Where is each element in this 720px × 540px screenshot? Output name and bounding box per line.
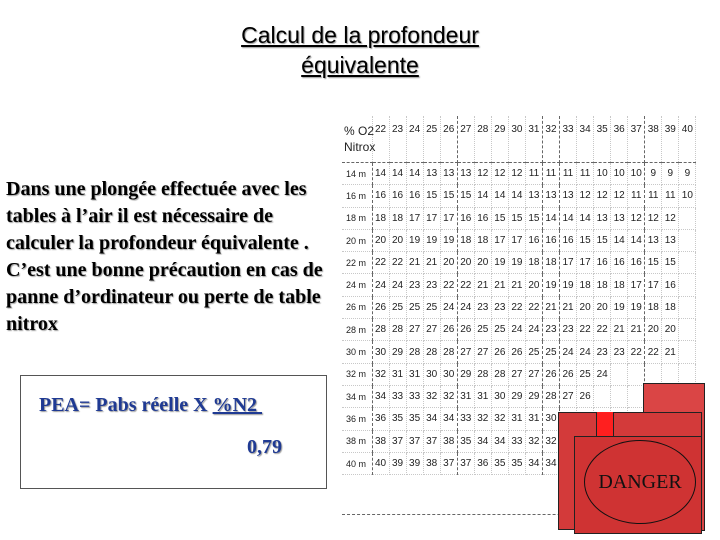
- o2-percent-header: 30: [508, 116, 525, 163]
- equivalent-depth-cell: 26: [440, 319, 457, 341]
- equivalent-depth-cell: 35: [491, 452, 508, 474]
- table-row: [342, 274, 696, 296]
- equivalent-depth-cell: 14: [474, 185, 491, 207]
- o2-percent-header: 34: [577, 116, 594, 163]
- o2-percent-header: 29: [491, 116, 508, 163]
- equivalent-depth-cell: 19: [406, 229, 423, 251]
- equivalent-depth-cell: 25: [423, 296, 440, 318]
- equivalent-depth-cell: 14: [372, 163, 389, 185]
- depth-label: 38 m: [342, 430, 372, 452]
- equivalent-depth-cell: 20: [525, 274, 542, 296]
- equivalent-depth-cell: 10: [611, 163, 628, 185]
- equivalent-depth-cell: 9: [662, 163, 679, 185]
- equivalent-depth-cell: 26: [372, 296, 389, 318]
- slide-title: [150, 20, 570, 80]
- equivalent-depth-cell: 30: [372, 341, 389, 363]
- equivalent-depth-cell: 12: [645, 207, 662, 229]
- equivalent-depth-cell: 34: [491, 430, 508, 452]
- equivalent-depth-cell: 32: [542, 430, 559, 452]
- equivalent-depth-cell: 26: [491, 341, 508, 363]
- equivalent-depth-cell: 17: [440, 207, 457, 229]
- equivalent-depth-cell: 38: [440, 430, 457, 452]
- equivalent-depth-cell: 14: [389, 163, 406, 185]
- equivalent-depth-cell: 39: [406, 452, 423, 474]
- equivalent-depth-cell: 25: [577, 363, 594, 385]
- equivalent-depth-cell: 19: [628, 296, 645, 318]
- equivalent-depth-cell: 31: [406, 363, 423, 385]
- equivalent-depth-cell: 38: [372, 430, 389, 452]
- equivalent-depth-cell: 35: [508, 452, 525, 474]
- equivalent-depth-cell: 13: [542, 185, 559, 207]
- equivalent-depth-cell: 31: [525, 408, 542, 430]
- table-corner-label: [342, 116, 376, 163]
- equivalent-depth-cell: 26: [542, 363, 559, 385]
- o2-percent-header: 22: [372, 116, 389, 163]
- table-header-row: [342, 116, 696, 163]
- equivalent-depth-cell: 12: [611, 185, 628, 207]
- equivalent-depth-cell: 16: [611, 252, 628, 274]
- equivalent-depth-cell: 23: [474, 296, 491, 318]
- equivalent-depth-cell: 16: [372, 185, 389, 207]
- equivalent-depth-cell: 12: [508, 163, 525, 185]
- equivalent-depth-cell: 13: [423, 163, 440, 185]
- depth-label: 16 m: [342, 185, 372, 207]
- equivalent-depth-cell: 11: [560, 163, 577, 185]
- formula-prefix: PEA= Pabs réelle X: [39, 394, 213, 416]
- equivalent-depth-cell: 18: [611, 274, 628, 296]
- equivalent-depth-cell: 14: [560, 207, 577, 229]
- equivalent-depth-cell: 21: [508, 274, 525, 296]
- equivalent-depth-cell: 18: [645, 296, 662, 318]
- equivalent-depth-cell: 28: [423, 341, 440, 363]
- equivalent-depth-cell: 38: [423, 452, 440, 474]
- equivalent-depth-cell: 17: [560, 252, 577, 274]
- equivalent-depth-cell: 25: [474, 319, 491, 341]
- equivalent-depth-cell: 14: [491, 185, 508, 207]
- corner-nitrox-label: Nitrox: [344, 140, 376, 154]
- equivalent-depth-cell: 9: [679, 163, 696, 185]
- equivalent-depth-cell: 28: [389, 319, 406, 341]
- equivalent-depth-cell: 21: [423, 252, 440, 274]
- equivalent-depth-cell: 20: [474, 252, 491, 274]
- equivalent-depth-cell: 11: [577, 163, 594, 185]
- equivalent-depth-cell: 21: [474, 274, 491, 296]
- table-row: [342, 296, 696, 318]
- equivalent-depth-cell: 23: [611, 341, 628, 363]
- equivalent-depth-cell: 25: [491, 319, 508, 341]
- equivalent-depth-cell: 27: [423, 319, 440, 341]
- equivalent-depth-cell: 24: [594, 363, 611, 385]
- equivalent-depth-cell: 30: [440, 363, 457, 385]
- equivalent-depth-cell: 29: [508, 385, 525, 407]
- table-row: [342, 229, 696, 251]
- equivalent-depth-cell: 33: [389, 385, 406, 407]
- equivalent-depth-cell: 22: [389, 252, 406, 274]
- equivalent-depth-cell: 36: [474, 452, 491, 474]
- equivalent-depth-cell: 34: [372, 385, 389, 407]
- equivalent-depth-cell: 15: [508, 207, 525, 229]
- formula-numerator: %N2: [212, 394, 263, 416]
- equivalent-depth-cell: 12: [491, 163, 508, 185]
- equivalent-depth-cell: 13: [525, 185, 542, 207]
- equivalent-depth-cell: 37: [423, 430, 440, 452]
- equivalent-depth-cell: 33: [406, 385, 423, 407]
- equivalent-depth-cell: 22: [645, 341, 662, 363]
- equivalent-depth-cell: 36: [372, 408, 389, 430]
- table-row: [342, 319, 696, 341]
- o2-percent-header: 27: [457, 116, 474, 163]
- o2-percent-header: 37: [628, 116, 645, 163]
- equivalent-depth-cell: 20: [577, 296, 594, 318]
- equivalent-depth-cell: 15: [577, 229, 594, 251]
- table-row: [342, 341, 696, 363]
- equivalent-depth-cell: 24: [560, 341, 577, 363]
- equivalent-depth-cell: 29: [457, 363, 474, 385]
- equivalent-depth-cell: 22: [577, 319, 594, 341]
- equivalent-depth-cell: 19: [611, 296, 628, 318]
- equivalent-depth-cell: 18: [372, 207, 389, 229]
- equivalent-depth-cell: 22: [594, 319, 611, 341]
- depth-label: 34 m: [342, 385, 372, 407]
- equivalent-depth-cell: 24: [372, 274, 389, 296]
- equivalent-depth-cell: 18: [457, 229, 474, 251]
- equivalent-depth-cell: 15: [645, 252, 662, 274]
- equivalent-depth-cell: 11: [645, 185, 662, 207]
- depth-label: 26 m: [342, 296, 372, 318]
- equivalent-depth-cell: [611, 385, 628, 407]
- equivalent-depth-cell: 22: [508, 296, 525, 318]
- equivalent-depth-cell: 12: [474, 163, 491, 185]
- equivalent-depth-cell: 15: [423, 185, 440, 207]
- equivalent-depth-cell: 23: [491, 296, 508, 318]
- equivalent-depth-cell: 17: [645, 274, 662, 296]
- equivalent-depth-cell: 21: [491, 274, 508, 296]
- equivalent-depth-cell: [679, 341, 696, 363]
- equivalent-depth-cell: 30: [542, 408, 559, 430]
- equivalent-depth-cell: [679, 274, 696, 296]
- equivalent-depth-cell: 40: [372, 452, 389, 474]
- equivalent-depth-cell: 26: [560, 363, 577, 385]
- o2-percent-header: 32: [542, 116, 559, 163]
- equivalent-depth-cell: 31: [389, 363, 406, 385]
- equivalent-depth-cell: 16: [542, 229, 559, 251]
- equivalent-depth-cell: 22: [440, 274, 457, 296]
- o2-percent-header: 24: [406, 116, 423, 163]
- equivalent-depth-cell: 24: [525, 319, 542, 341]
- equivalent-depth-cell: 20: [372, 229, 389, 251]
- equivalent-depth-cell: 17: [508, 229, 525, 251]
- depth-label: 14 m: [342, 163, 372, 185]
- equivalent-depth-cell: 19: [423, 229, 440, 251]
- table-row: [342, 163, 696, 185]
- equivalent-depth-cell: 12: [594, 185, 611, 207]
- o2-percent-header: 39: [662, 116, 679, 163]
- equivalent-depth-cell: 13: [457, 163, 474, 185]
- equivalent-depth-cell: 34: [542, 452, 559, 474]
- equivalent-depth-cell: 34: [525, 452, 542, 474]
- depth-label: 20 m: [342, 229, 372, 251]
- equivalent-depth-cell: 13: [560, 185, 577, 207]
- equivalent-depth-cell: 28: [542, 385, 559, 407]
- equivalent-depth-cell: 23: [406, 274, 423, 296]
- equivalent-depth-cell: 32: [423, 385, 440, 407]
- equivalent-depth-cell: 30: [491, 385, 508, 407]
- depth-label: 22 m: [342, 252, 372, 274]
- equivalent-depth-cell: 16: [662, 274, 679, 296]
- equivalent-depth-cell: 23: [594, 341, 611, 363]
- equivalent-depth-cell: 22: [372, 252, 389, 274]
- equivalent-depth-cell: 17: [577, 252, 594, 274]
- equivalent-depth-cell: 30: [423, 363, 440, 385]
- table-row: [342, 207, 696, 229]
- o2-percent-header: 33: [560, 116, 577, 163]
- equivalent-depth-cell: 18: [525, 252, 542, 274]
- equivalent-depth-cell: 20: [389, 229, 406, 251]
- o2-percent-header: 38: [645, 116, 662, 163]
- equivalent-depth-cell: [594, 385, 611, 407]
- equivalent-depth-cell: 27: [560, 385, 577, 407]
- equivalent-depth-cell: 19: [542, 274, 559, 296]
- equivalent-depth-cell: 22: [457, 274, 474, 296]
- equivalent-depth-cell: 17: [406, 207, 423, 229]
- equivalent-depth-cell: 16: [457, 207, 474, 229]
- equivalent-depth-cell: [679, 296, 696, 318]
- equivalent-depth-cell: 27: [406, 319, 423, 341]
- equivalent-depth-cell: 29: [389, 341, 406, 363]
- equivalent-depth-cell: 16: [406, 185, 423, 207]
- o2-percent-header: 40: [679, 116, 696, 163]
- equivalent-depth-cell: [679, 207, 696, 229]
- equivalent-depth-cell: 14: [577, 207, 594, 229]
- equivalent-depth-cell: 32: [491, 408, 508, 430]
- equivalent-depth-cell: 11: [628, 185, 645, 207]
- equivalent-depth-cell: 19: [491, 252, 508, 274]
- equivalent-depth-cell: 14: [611, 229, 628, 251]
- equivalent-depth-cell: 32: [372, 363, 389, 385]
- equivalent-depth-cell: 28: [406, 341, 423, 363]
- equivalent-depth-cell: 15: [662, 252, 679, 274]
- equivalent-depth-cell: 15: [525, 207, 542, 229]
- equivalent-depth-cell: 20: [645, 319, 662, 341]
- equivalent-depth-cell: 14: [542, 207, 559, 229]
- equivalent-depth-cell: 19: [560, 274, 577, 296]
- danger-label: DANGER: [584, 440, 696, 524]
- equivalent-depth-cell: 16: [628, 252, 645, 274]
- equivalent-depth-cell: 25: [542, 341, 559, 363]
- equivalent-depth-cell: 27: [474, 341, 491, 363]
- explanation-paragraph: Dans une plongée effectuée avec les tables à l’air il est nécessaire de calculer la profondeur équivalente . C’est une bonne précaution en cas de panne d’ordinateur ou perte de table nitrox: [6, 178, 323, 335]
- equivalent-depth-cell: 23: [542, 319, 559, 341]
- slide-title-line-1: Calcul de la profondeur: [241, 22, 479, 48]
- equivalent-depth-cell: 16: [594, 252, 611, 274]
- equivalent-depth-cell: 23: [423, 274, 440, 296]
- o2-percent-header: 23: [389, 116, 406, 163]
- equivalent-depth-cell: 27: [525, 363, 542, 385]
- equivalent-depth-cell: 17: [423, 207, 440, 229]
- equivalent-depth-cell: 12: [662, 207, 679, 229]
- equivalent-depth-cell: 28: [372, 319, 389, 341]
- equivalent-depth-cell: 10: [628, 163, 645, 185]
- depth-label: 28 m: [342, 319, 372, 341]
- equivalent-depth-cell: 23: [560, 319, 577, 341]
- equivalent-depth-cell: 15: [491, 207, 508, 229]
- equivalent-depth-cell: 31: [508, 408, 525, 430]
- equivalent-depth-cell: 24: [508, 319, 525, 341]
- equivalent-depth-cell: 21: [611, 319, 628, 341]
- depth-label: 40 m: [342, 452, 372, 474]
- equivalent-depth-cell: 27: [508, 363, 525, 385]
- o2-percent-header: 26: [440, 116, 457, 163]
- equivalent-depth-cell: 26: [457, 319, 474, 341]
- equivalent-depth-cell: 21: [662, 341, 679, 363]
- equivalent-depth-cell: 14: [508, 185, 525, 207]
- equivalent-depth-cell: 15: [457, 185, 474, 207]
- equivalent-depth-cell: 18: [662, 296, 679, 318]
- equivalent-depth-cell: 18: [542, 252, 559, 274]
- formula-box: [20, 375, 327, 489]
- equivalent-depth-cell: 16: [389, 185, 406, 207]
- o2-percent-header: 31: [525, 116, 542, 163]
- depth-label: 30 m: [342, 341, 372, 363]
- equivalent-depth-cell: 29: [525, 385, 542, 407]
- equivalent-depth-cell: 35: [389, 408, 406, 430]
- equivalent-depth-cell: 21: [628, 319, 645, 341]
- equivalent-depth-cell: 14: [406, 163, 423, 185]
- equivalent-depth-cell: 9: [645, 163, 662, 185]
- equivalent-depth-cell: 15: [440, 185, 457, 207]
- equivalent-depth-cell: 17: [628, 274, 645, 296]
- equivalent-depth-cell: 13: [662, 229, 679, 251]
- equivalent-depth-cell: 31: [474, 385, 491, 407]
- o2-percent-header: 25: [423, 116, 440, 163]
- equivalent-depth-cell: 25: [525, 341, 542, 363]
- equivalent-depth-cell: [611, 363, 628, 385]
- equivalent-depth-cell: 31: [457, 385, 474, 407]
- o2-percent-header: 28: [474, 116, 491, 163]
- depth-label: 18 m: [342, 207, 372, 229]
- equivalent-depth-cell: 21: [542, 296, 559, 318]
- equivalent-depth-cell: 13: [440, 163, 457, 185]
- equivalent-depth-cell: 16: [560, 229, 577, 251]
- equivalent-depth-cell: 34: [474, 430, 491, 452]
- equivalent-depth-cell: 18: [577, 274, 594, 296]
- equivalent-depth-cell: 39: [389, 452, 406, 474]
- equivalent-depth-cell: 25: [389, 296, 406, 318]
- equivalent-depth-cell: 12: [577, 185, 594, 207]
- o2-percent-header: 36: [611, 116, 628, 163]
- equivalent-depth-cell: 10: [594, 163, 611, 185]
- equivalent-depth-cell: 21: [406, 252, 423, 274]
- equivalent-depth-cell: 35: [457, 430, 474, 452]
- equivalent-depth-cell: 17: [491, 229, 508, 251]
- equivalent-depth-cell: 15: [594, 229, 611, 251]
- equivalent-depth-cell: 12: [628, 207, 645, 229]
- equivalent-depth-cell: 20: [457, 252, 474, 274]
- equivalent-depth-cell: 22: [628, 341, 645, 363]
- equivalent-depth-cell: 14: [628, 229, 645, 251]
- equivalent-depth-cell: [679, 252, 696, 274]
- equivalent-depth-cell: 20: [594, 296, 611, 318]
- o2-percent-header: 35: [594, 116, 611, 163]
- equivalent-depth-cell: 13: [611, 207, 628, 229]
- equivalent-depth-cell: 32: [525, 430, 542, 452]
- equivalent-depth-cell: 19: [440, 229, 457, 251]
- equivalent-depth-cell: 28: [440, 341, 457, 363]
- equivalent-depth-cell: 24: [577, 341, 594, 363]
- equivalent-depth-cell: 32: [440, 385, 457, 407]
- equivalent-depth-cell: 24: [457, 296, 474, 318]
- equivalent-depth-cell: 28: [474, 363, 491, 385]
- equivalent-depth-cell: 34: [440, 408, 457, 430]
- equivalent-depth-cell: 27: [457, 341, 474, 363]
- equivalent-depth-cell: 10: [679, 185, 696, 207]
- equivalent-depth-cell: 22: [525, 296, 542, 318]
- equivalent-depth-cell: 16: [525, 229, 542, 251]
- equivalent-depth-cell: 33: [508, 430, 525, 452]
- equivalent-depth-cell: 24: [440, 296, 457, 318]
- equivalent-depth-cell: 18: [594, 274, 611, 296]
- table-row: [342, 185, 696, 207]
- table-row: [342, 252, 696, 274]
- equivalent-depth-cell: 28: [491, 363, 508, 385]
- corner-o2-label: % O2: [344, 124, 375, 138]
- equivalent-depth-cell: 24: [389, 274, 406, 296]
- equivalent-depth-cell: 20: [440, 252, 457, 274]
- equivalent-depth-cell: 37: [440, 452, 457, 474]
- equivalent-depth-cell: 11: [525, 163, 542, 185]
- formula-denominator: 0,79: [247, 436, 282, 458]
- equivalent-depth-cell: 37: [389, 430, 406, 452]
- equivalent-depth-cell: 18: [389, 207, 406, 229]
- equivalent-depth-cell: [679, 229, 696, 251]
- equivalent-depth-cell: [679, 319, 696, 341]
- equivalent-depth-cell: 20: [662, 319, 679, 341]
- equivalent-depth-cell: 35: [406, 408, 423, 430]
- equivalent-depth-cell: 26: [577, 385, 594, 407]
- equivalent-depth-cell: 21: [560, 296, 577, 318]
- equivalent-depth-cell: 33: [457, 408, 474, 430]
- depth-label: 36 m: [342, 408, 372, 430]
- equivalent-depth-cell: 11: [662, 185, 679, 207]
- equivalent-depth-cell: 26: [508, 341, 525, 363]
- equivalent-depth-cell: 16: [474, 207, 491, 229]
- depth-label: 32 m: [342, 363, 372, 385]
- equivalent-depth-cell: 37: [406, 430, 423, 452]
- depth-label: 24 m: [342, 274, 372, 296]
- equivalent-depth-cell: 13: [594, 207, 611, 229]
- equivalent-depth-cell: 34: [423, 408, 440, 430]
- formula-numerator-line: [39, 394, 262, 417]
- equivalent-depth-cell: 25: [406, 296, 423, 318]
- equivalent-depth-cell: 19: [508, 252, 525, 274]
- equivalent-depth-cell: 18: [474, 229, 491, 251]
- slide-title-line-2: équivalente: [301, 52, 419, 78]
- equivalent-depth-cell: 13: [645, 229, 662, 251]
- equivalent-depth-cell: 32: [474, 408, 491, 430]
- equivalent-depth-cell: 37: [457, 452, 474, 474]
- equivalent-depth-cell: 11: [542, 163, 559, 185]
